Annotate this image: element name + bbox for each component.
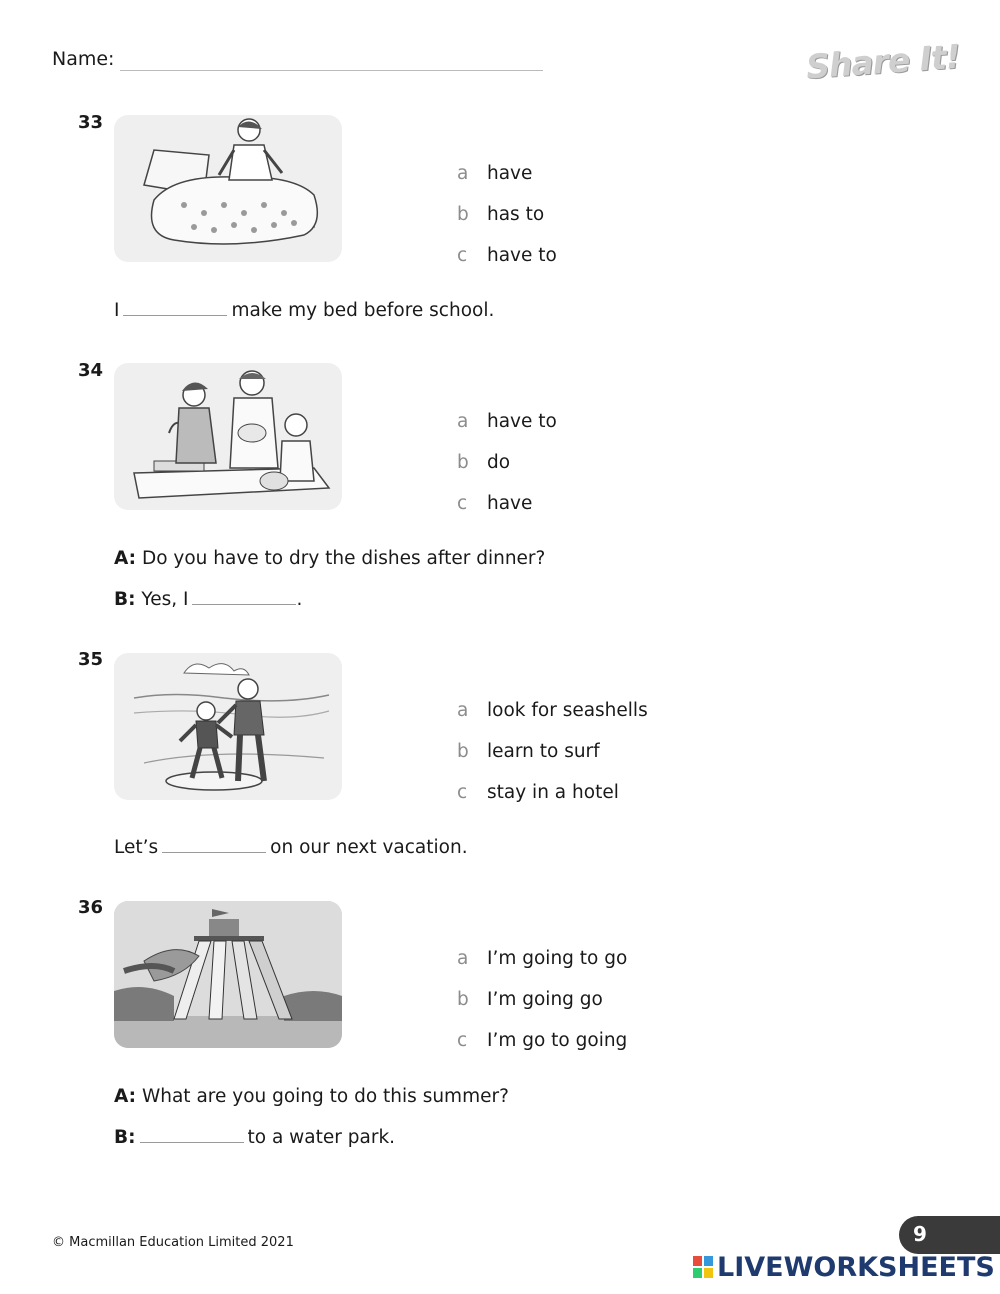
share-it-logo: Share It! (804, 36, 961, 87)
option-b[interactable]: b I’m going go (457, 989, 603, 1010)
option-a[interactable]: a look for seashells (457, 700, 648, 721)
question-number: 34 (78, 360, 104, 381)
dialogue-line-b: B: Yes, I . (114, 589, 303, 610)
option-b[interactable]: b learn to surf (457, 741, 600, 762)
option-c[interactable]: c I’m go to going (457, 1030, 628, 1051)
page-number: 9 (899, 1216, 1000, 1254)
question-sentence: Let’s on our next vacation. (114, 837, 468, 858)
father-son-surfing-image (114, 653, 342, 800)
answer-blank[interactable] (123, 304, 227, 316)
name-label: Name: (52, 48, 115, 70)
answer-blank[interactable] (162, 841, 266, 853)
dialogue-line-a: A: Do you have to dry the dishes after dinner? (114, 548, 546, 569)
girl-making-bed-image (114, 115, 342, 262)
option-b[interactable]: b do (457, 452, 511, 473)
liveworksheets-brand[interactable]: LIVEWORKSHEETS (693, 1252, 995, 1283)
girl-making-bed-icon (114, 115, 342, 262)
copyright-text: © Macmillan Education Limited 2021 (52, 1235, 294, 1250)
option-a[interactable]: a have (457, 163, 533, 184)
question-number: 35 (78, 649, 104, 670)
answer-blank[interactable] (192, 593, 296, 605)
option-a[interactable]: a have to (457, 411, 557, 432)
question-sentence: I make my bed before school. (114, 300, 495, 321)
dialogue-line-a: A: What are you going to do this summer? (114, 1086, 509, 1107)
answer-blank[interactable] (140, 1131, 244, 1143)
option-a[interactable]: a I’m going to go (457, 948, 628, 969)
family-drying-dishes-icon (114, 363, 342, 510)
question-number: 33 (78, 112, 104, 133)
dialogue-line-b: B: to a water park. (114, 1127, 396, 1148)
father-son-surfing-icon (114, 653, 342, 800)
option-c[interactable]: c have to (457, 245, 557, 266)
water-park-slides-icon (114, 901, 342, 1048)
option-b[interactable]: b has to (457, 204, 545, 225)
option-c[interactable]: c stay in a hotel (457, 782, 619, 803)
name-input-line[interactable] (120, 70, 543, 71)
question-number: 36 (78, 897, 104, 918)
family-drying-dishes-image (114, 363, 342, 510)
liveworksheets-icon (693, 1256, 713, 1278)
option-c[interactable]: c have (457, 493, 533, 514)
water-park-slides-image (114, 901, 342, 1048)
